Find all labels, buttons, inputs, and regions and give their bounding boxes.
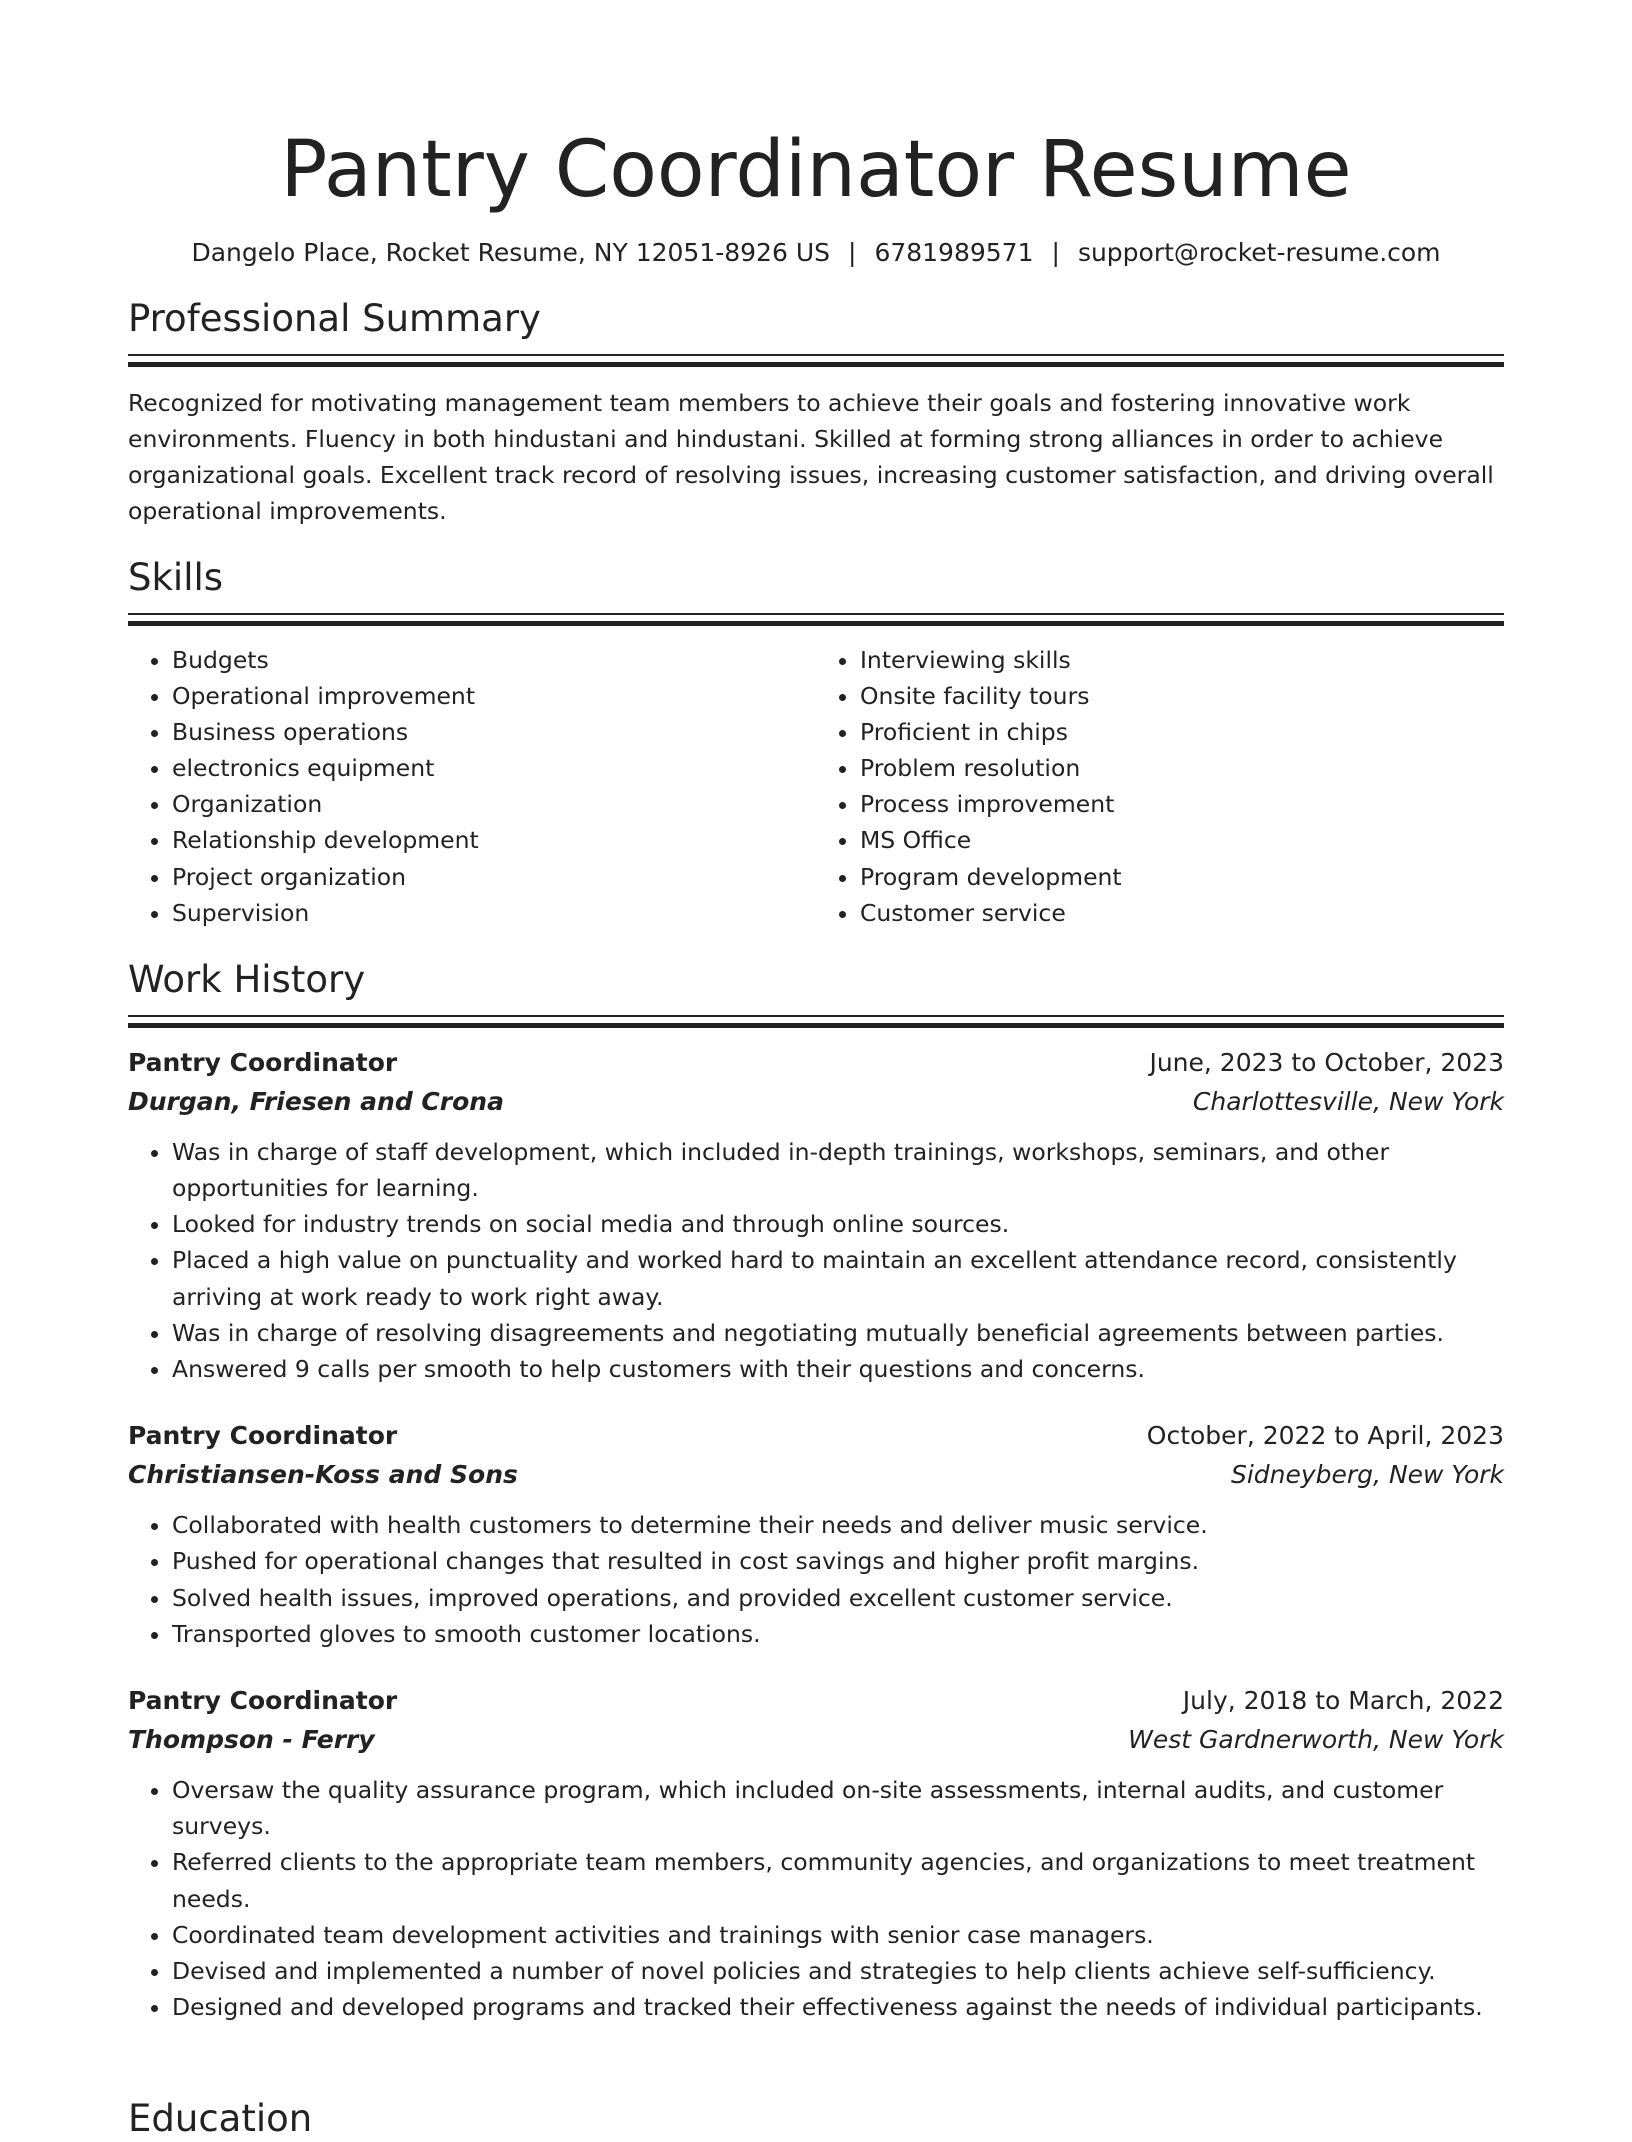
job-entry [128, 1417, 1504, 1652]
job-bullet: • Collaborated with health customers to determine their needs and deliver music service. [172, 1507, 1504, 1543]
contact-separator: | [1051, 238, 1060, 267]
work-history-section [128, 957, 1504, 2026]
contact-email: support@rocket-resume.com [1077, 238, 1441, 267]
skill-item: • electronics equipment [172, 750, 816, 786]
section-divider-thick [128, 362, 1504, 367]
education-heading: Education [128, 2097, 313, 2140]
skill-item: • Process improvement [860, 786, 1504, 822]
section-divider-thick [128, 1023, 1504, 1028]
work-history-heading: Work History [128, 957, 366, 1001]
job-company: Thompson - Ferry [128, 1724, 375, 1754]
job-location: Charlottesville, New York [1192, 1086, 1504, 1116]
skill-item: • Onsite facility tours [860, 678, 1504, 714]
skill-item: • Operational improvement [172, 678, 816, 714]
summary-text: Recognized for motivating management team members to achieve their goals and fostering innovative work environments. Fluency in both hindustani and hindustani. Skilled at forming strong alliances in order to achieve organizational goals. Excellent track record of resolving issues, increasing customer satisfaction, and driving overall operational improvements. [128, 389, 1494, 525]
contact-separator: | [848, 238, 857, 267]
job-bullet: • Pushed for operational changes that resulted in cost savings and higher profit margins. [172, 1543, 1504, 1579]
job-bullet: • Was in charge of staff development, which included in-depth trainings, workshops, seminars, and other opportunities for learning. [172, 1134, 1504, 1206]
skill-item: • Proficient in chips [860, 714, 1504, 750]
contact-phone: 6781989571 [874, 238, 1034, 267]
job-location: Sidneyberg, New York [1230, 1460, 1504, 1490]
skill-item: • Relationship development [172, 822, 816, 858]
skills-list-left [128, 642, 816, 931]
job-dates: July, 2018 to March, 2022 [1182, 1685, 1504, 1715]
summary-section [128, 296, 1504, 529]
section-divider-thick [128, 621, 1504, 626]
page-title: Pantry Coordinator Resume [280, 125, 1352, 215]
skill-item: • Organization [172, 786, 816, 822]
job-header [128, 1417, 1504, 1455]
job-bullet: • Was in charge of resolving disagreements and negotiating mutually beneficial agreements between parties. [172, 1315, 1504, 1351]
job-company: Durgan, Friesen and Crona [128, 1086, 504, 1116]
job-dates: October, 2022 to April, 2023 [1146, 1421, 1504, 1451]
skills-list-right [816, 642, 1504, 931]
job-company: Christiansen-Koss and Sons [128, 1460, 518, 1490]
skill-item: • Business operations [172, 714, 816, 750]
job-bullet: • Placed a high value on punctuality and worked hard to maintain an excellent attendance record, consistently arriving at work ready to work right away. [172, 1242, 1504, 1314]
job-dates: June, 2023 to October, 2023 [1149, 1047, 1504, 1077]
job-bullet: • Solved health issues, improved operations, and provided excellent customer service. [172, 1580, 1504, 1616]
job-title: Pantry Coordinator [128, 1421, 398, 1451]
skill-item: • Interviewing skills [860, 642, 1504, 678]
job-entry [128, 1682, 1504, 2025]
job-subheader [128, 1455, 1504, 1495]
job-bullet: • Designed and developed programs and tracked their effectiveness against the needs of individual participants. [172, 1989, 1504, 2025]
section-divider [128, 354, 1504, 356]
job-subheader [128, 1720, 1504, 1760]
skill-item: • Supervision [172, 895, 816, 931]
skill-item: • Program development [860, 859, 1504, 895]
job-title: Pantry Coordinator [128, 1047, 398, 1077]
skill-item: • Project organization [172, 859, 816, 895]
skills-columns [128, 642, 1504, 931]
skill-item: • Customer service [860, 895, 1504, 931]
job-bullet: • Coordinated team development activities and trainings with senior case managers. [172, 1917, 1504, 1953]
job-bullet: • Answered 9 calls per smooth to help customers with their questions and concerns. [172, 1351, 1504, 1387]
resume-content [128, 0, 1504, 2025]
job-subheader [128, 1082, 1504, 1122]
job-bullet: • Referred clients to the appropriate team members, community agencies, and organizations to meet treatment needs. [172, 1844, 1504, 1916]
job-title: Pantry Coordinator [128, 1685, 398, 1715]
job-bullet: • Devised and implemented a number of novel policies and strategies to help clients achieve self-sufficiency. [172, 1953, 1504, 1989]
job-bullets [128, 1507, 1504, 1652]
skills-section [128, 555, 1504, 931]
job-bullet: • Transported gloves to smooth customer locations. [172, 1616, 1504, 1652]
section-divider [128, 1015, 1504, 1017]
job-header [128, 1044, 1504, 1082]
job-location: West Gardnerworth, New York [1128, 1724, 1504, 1754]
contact-line [128, 236, 1504, 270]
contact-address: Dangelo Place, Rocket Resume, NY 12051-8926 US [191, 238, 830, 267]
job-header [128, 1682, 1504, 1720]
skill-item: • Budgets [172, 642, 816, 678]
job-bullet: • Oversaw the quality assurance program, which included on-site assessments, internal audits, and customer surveys. [172, 1772, 1504, 1844]
summary-heading: Professional Summary [128, 297, 541, 340]
section-divider [128, 613, 1504, 615]
job-bullet: • Looked for industry trends on social media and through online sources. [172, 1206, 1504, 1242]
skill-item: • MS Office [860, 822, 1504, 858]
job-entry [128, 1044, 1504, 1387]
job-bullets [128, 1772, 1504, 2025]
job-bullets [128, 1134, 1504, 1387]
skill-item: • Problem resolution [860, 750, 1504, 786]
skills-heading: Skills [128, 556, 224, 599]
